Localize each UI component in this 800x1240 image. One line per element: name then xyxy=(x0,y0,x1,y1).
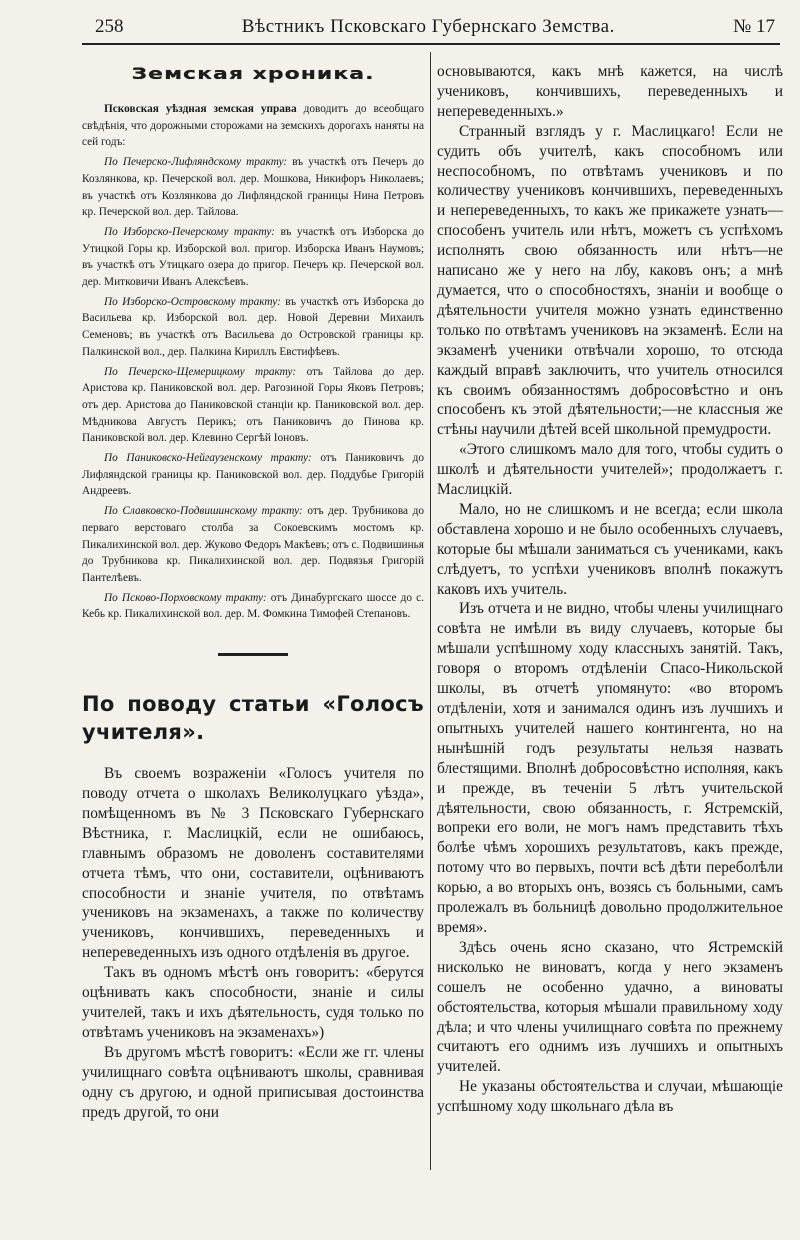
column-divider xyxy=(430,52,431,1170)
chronicle-title: Земская хроника. xyxy=(131,65,375,84)
article-paragraph: Не указаны обстоятельства и случаи, мѣшающіе успѣшному ходу школьнаго дѣла въ xyxy=(437,1078,783,1116)
tract-text: отъ Динабургскаго шоссе до с. Кебь кр. Пикалихинской вол. дер. М. Фомкина Тимофей Степановъ. xyxy=(82,591,424,621)
tract-text: отъ дер. Трубникова до перваго верстоваго столба за Сокоевскимъ мостомъ кр. Пикалихинской вол. дер. Жуково Федоръ Макѣевъ; отъ с. Подвишинья до Трубникова кр. Пикалихинской вол. дер. Подвязья Григорій Пантелѣевъ. xyxy=(82,505,424,584)
tract-text: отъ Паниковичъ до Лифляндской границы кр. Паниковской вол. дер. Поддубье Григорій Андреевъ. xyxy=(82,452,424,498)
article-paragraph: Изъ отчета и не видно, чтобы члены училищнаго совѣта не имѣли въ виду случаевъ, которые бы мѣшали успѣшному ходу классныхъ занятій. Такъ, говоря о второмъ отдѣленіи Спасо-Никольской школы, въ отчетѣ упомянуто: «во второмъ отдѣленіи, хотя и занимался одинъ изъ лучшихъ и опытныхъ учителей нашего контингента, но на нынѣшній годъ результаты нельзя назвать блестящими. Вполнѣ добросовѣстно исполняя, какъ и прежде, въ теченіи 5 лѣтъ учительской дѣятельности, свою обязанность, г. Ястремскій, вопреки его воли, не могъ намъ представить тѣхъ болѣе чѣмъ хорошихъ результатовъ, какъ прежде, потому что во первыхъ, почти всѣ дѣти переболѣли корью, а во вторыхъ онъ, возясь съ больными, самъ пролежалъ въ больницѣ довольно продолжительное время». xyxy=(437,600,783,936)
article-body-left xyxy=(82,764,424,1122)
page-number: 258 xyxy=(95,16,124,37)
tract-text: въ участкѣ отъ Изборска до Утицкой Горы кр. Изборской вол. пригор. Изборска Иванъ Наумовъ; въ участкѣ отъ Утицкаго озера до пригор. Печеръ кр. Печерской вол. дер. Митковичи Иванъ Алексѣевъ. xyxy=(82,225,425,289)
article-paragraph: Такъ въ одномъ мѣстѣ онъ говоритъ: «берутся оцѣнивать какъ способности, знаніе и силы учителей, такъ и ихъ дѣятельность, судя только по отвѣтамъ учениковъ на экзаменахъ») xyxy=(82,964,424,1041)
chronicle-section xyxy=(82,224,424,291)
article-paragraph: Здѣсь очень ясно сказано, что Ястремскій нисколько не виноватъ, когда у него экзаменъ сошелъ не особенно удачно, а виноваты обстоятельства, которыя мѣшали правильному ходу дѣла; и что члены училищнаго совѣта по прежнему считаютъ его однимъ изъ лучшихъ и опытныхъ учителей. xyxy=(437,938,783,1076)
tract-text: отъ Тайлова до дер. Аристова кр. Паниковской вол. дер. Рагозиной Горы Яковъ Петровъ; отъ дер. Аристова до Паниковской станціи кр. Паниковской вол. дер. Мѣдникова Августъ Перикъ; отъ Паниковичъ до Пинова кр. Паниковской вол. дер. Клевино Сергѣй Іоновъ. xyxy=(82,365,424,445)
journal-title: Вѣстникъ Псковскаго Губернскаго Земства. xyxy=(241,16,615,37)
tract-name: По Изборско-Печерскому тракту: xyxy=(104,225,275,238)
chronicle-section xyxy=(82,590,424,623)
article-paragraph: основываются, какъ мнѣ кажется, на числѣ учениковъ, кончившихъ, переведенныхъ и непереведенныхъ.» xyxy=(437,63,783,120)
tract-name: По Изборско-Островскому тракту: xyxy=(104,295,281,308)
article-paragraph: Мало, но не слишкомъ и не всегда; если школа обставлена хорошо и не было особенныхъ случаевъ, которые бы мѣшали заниматься съ учениками, какъ слѣдуетъ, то успѣхи учениковъ вполнѣ покажутъ каковъ ихъ учитель. xyxy=(437,500,783,598)
chronicle-section xyxy=(82,364,424,448)
chronicle-intro-bold: Псковская уѣздная земская управа xyxy=(104,103,297,115)
chronicle-section xyxy=(82,503,424,587)
right-column xyxy=(437,62,783,1117)
tract-text: въ участкѣ отъ Печеръ до Козлянкова, кр. Печерской вол. дер. Мошкова, Никифоръ Николаевъ; въ участкѣ отъ Козлянкова до Лифляндской границы Нина Петровъ кр. Печерской вол. дер. Тайлова. xyxy=(82,156,425,219)
article-paragraph: Странный взглядъ у г. Маслицкаго! Если не судить объ учителѣ, какъ способномъ или неспособномъ, по отвѣтамъ учениковъ и по количеству учениковъ кончившихъ, переведенныхъ и непереведенныхъ, то какъ же прикажете узнать—способенъ учитель или нѣтъ, можетъ съ успѣхомъ исполнять свою обязанность или нѣтъ—не написано же у него на лбу, каковъ онъ; а мнѣ думается, что о способностяхъ, знаніи и вообще о дѣятельности учителя можно узнать единственно только по отвѣтамъ учениковъ на экзаменѣ. Если на экзаменѣ ученики отвѣчали хорошо, то отсюда каждый вправѣ заключить, что учитель относился къ своимъ обязанностямъ добросовѣстно и онъ способенъ къ этой дѣятельности;—не классныя же стѣны научили дѣтей всей школьной премудрости. xyxy=(437,122,783,439)
tract-name: По Псково-Порховскому тракту: xyxy=(104,591,267,604)
left-column xyxy=(82,52,424,1122)
tract-name: По Печерско-Лифляндскому тракту: xyxy=(104,156,288,169)
section-separator xyxy=(218,653,288,656)
page-header xyxy=(95,10,775,44)
tract-name: По Печерско-Щемерицкому тракту: xyxy=(104,365,297,378)
chronicle-intro-text: доводитъ до всеобщаго свѣдѣнія, что дорожными сторожами на земскихъ дорогахъ наняты на сей годъ: xyxy=(82,103,424,149)
article-paragraph: «Этого слишкомъ мало для того, чтобы судить о школѣ и дѣятельности учителей»; продолжаетъ г. Маслицкій. xyxy=(437,441,783,499)
article-title: По поводу статьи «Голосъ учителя». xyxy=(82,692,424,745)
tract-name: По Славковско-Подвишинскому тракту: xyxy=(104,505,303,518)
chronicle-section xyxy=(82,294,424,361)
article-paragraph: Въ другомъ мѣстѣ говоритъ: «Если же гг. члены училищнаго совѣта оцѣниваютъ школы, сравнивая одну съ другою, и одной приписывая достоинства предъ другой, то они xyxy=(82,1043,424,1121)
chronicle-intro xyxy=(82,101,424,151)
issue-number: № 17 xyxy=(733,16,775,37)
chronicle-section xyxy=(82,154,424,221)
chronicle-section xyxy=(82,450,424,500)
tract-text: въ участкѣ отъ Изборска до Васильева кр. Изборской вол. дер. Новой Деревни Михаилъ Семеновъ; въ участкѣ отъ Васильева до Островской границы кр. Палкинской вол., дер. Палкина Кириллъ Евстифѣевъ. xyxy=(82,295,424,358)
article-paragraph: Въ своемъ возраженіи «Голосъ учителя по поводу отчета о школахъ Великолуцкаго уѣзда», помѣщенномъ въ № 3 Псковскаго Губернскаго Вѣстника, г. Маслицкій, если не ошибаюсь, главнымъ образомъ не доволенъ составителями отчета тѣмъ, что они, составители, оцѣниваютъ способности и знаніе учителя, по отвѣтамъ учениковъ на экзаменахъ, а также по количеству учениковъ, кончившихъ, переведенныхъ и непереведенныхъ изъ одного отдѣленія въ другое. xyxy=(82,765,424,962)
article-body-right xyxy=(437,62,783,1117)
header-rule xyxy=(82,43,780,45)
tract-name: По Паниковско-Нейгаузенскому тракту: xyxy=(104,452,312,465)
chronicle-body xyxy=(82,101,424,623)
